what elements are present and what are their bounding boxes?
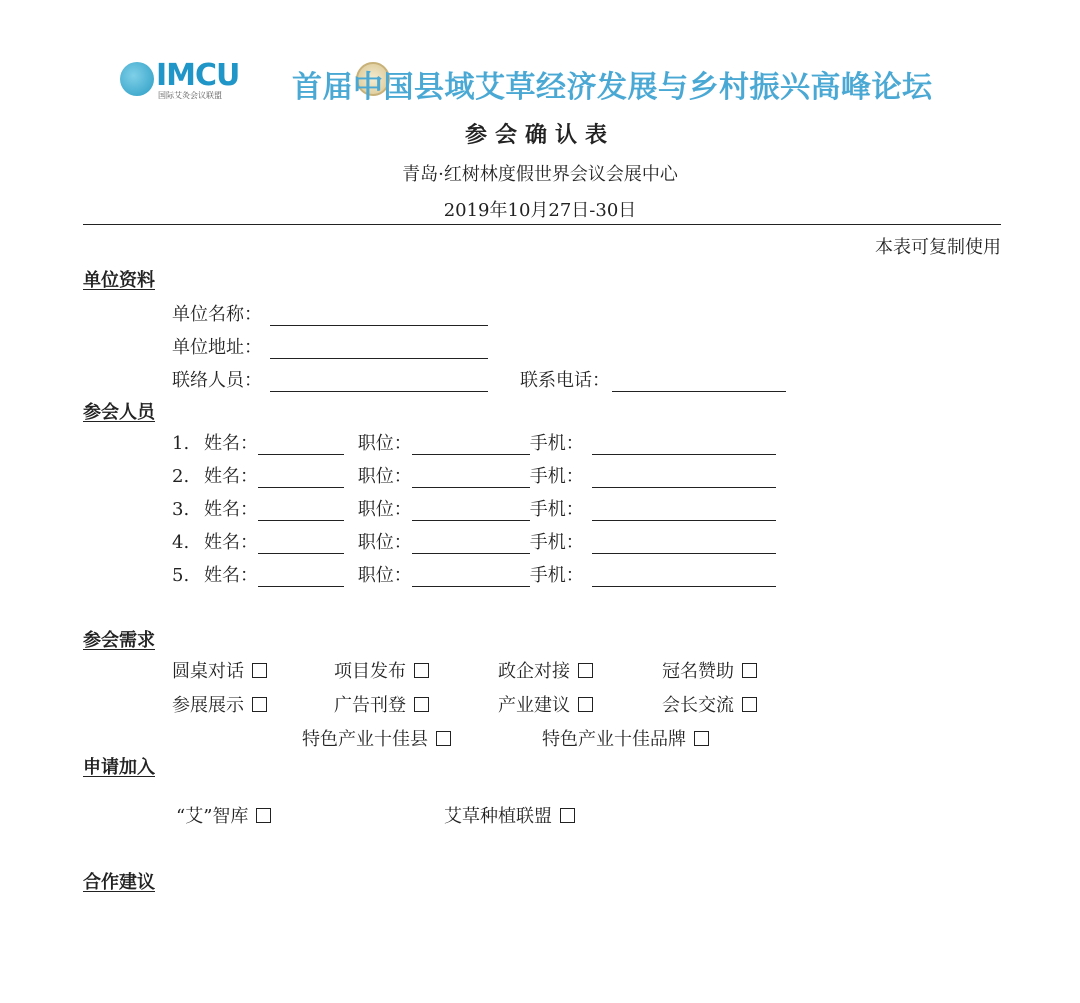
org-name-field[interactable]: [270, 307, 488, 326]
attendee-number: 5.: [172, 565, 190, 586]
attendee-position-field[interactable]: [412, 535, 530, 554]
banner-title: 首届中国县域艾草经济发展与乡村振兴高峰论坛: [292, 70, 933, 105]
page-title: 参会确认表: [464, 122, 615, 148]
attendee-row: [172, 495, 776, 521]
section-heading-join: 申请加入: [83, 757, 155, 778]
section-heading-needs: 参会需求: [83, 630, 155, 651]
attendee-position-label: 职位：: [357, 499, 412, 520]
option-title-sponsor[interactable]: [662, 657, 757, 683]
option-label: 圆桌对话: [172, 661, 244, 682]
attendee-name-label: 姓名：: [204, 532, 258, 553]
attendee-mobile-field[interactable]: [592, 568, 776, 587]
section-heading-cooperation: 合作建议: [83, 872, 155, 893]
checkbox[interactable]: [252, 697, 267, 712]
attendee-name-field[interactable]: [258, 436, 344, 455]
attendee-row: [172, 561, 776, 587]
checkbox[interactable]: [742, 663, 757, 678]
attendee-position-field[interactable]: [412, 436, 530, 455]
attendee-position-field[interactable]: [412, 502, 530, 521]
option-planting-alliance[interactable]: [444, 802, 575, 828]
checkbox[interactable]: [742, 697, 757, 712]
attendee-mobile-field[interactable]: [592, 535, 776, 554]
option-exhibition[interactable]: [172, 691, 267, 717]
attendee-position-label: 职位：: [357, 466, 412, 487]
attendee-mobile-label: 手机：: [529, 532, 584, 553]
option-label: 特色产业十佳品牌: [542, 729, 686, 750]
org-address-label: 单位地址：: [172, 337, 262, 358]
checkbox[interactable]: [414, 697, 429, 712]
option-label: 政企对接: [498, 661, 570, 682]
org-contact-row: [172, 366, 488, 392]
option-top-ten-county[interactable]: [302, 725, 451, 751]
logo-text: IMCU: [156, 58, 240, 93]
attendee-number: 2.: [172, 466, 190, 487]
option-label: 产业建议: [498, 695, 570, 716]
checkbox[interactable]: [578, 697, 593, 712]
attendee-mobile-label: 手机：: [529, 466, 584, 487]
checkbox[interactable]: [252, 663, 267, 678]
attendee-name-label: 姓名：: [204, 466, 258, 487]
attendee-position-label: 职位：: [357, 565, 412, 586]
attendee-name-field[interactable]: [258, 469, 344, 488]
attendee-name-field[interactable]: [258, 502, 344, 521]
option-gov-enterprise[interactable]: [498, 657, 593, 683]
option-president-exchange[interactable]: [662, 691, 757, 717]
attendee-position-field[interactable]: [412, 568, 530, 587]
org-address-row: [172, 333, 488, 359]
org-address-field[interactable]: [270, 340, 488, 359]
option-label: “艾”智库: [176, 806, 249, 827]
checkbox[interactable]: [560, 808, 575, 823]
contact-field[interactable]: [270, 373, 488, 392]
option-project-launch[interactable]: [334, 657, 429, 683]
attendee-mobile-field[interactable]: [592, 436, 776, 455]
option-label: 冠名赞助: [662, 661, 734, 682]
venue-text: 青岛·红树林度假世界会议会展中心: [402, 164, 678, 185]
attendee-name-label: 姓名：: [204, 499, 258, 520]
option-round-table[interactable]: [172, 657, 267, 683]
attendee-position-label: 职位：: [357, 433, 412, 454]
attendee-row: [172, 528, 776, 554]
checkbox[interactable]: [414, 663, 429, 678]
date-text: 2019年10月27日-30日: [443, 200, 637, 221]
attendee-number: 3.: [172, 499, 190, 520]
org-name-row: [172, 300, 488, 326]
option-label: 特色产业十佳县: [302, 729, 428, 750]
option-label: 项目发布: [334, 661, 406, 682]
header-divider: [83, 224, 1001, 225]
attendee-mobile-label: 手机：: [529, 499, 584, 520]
attendee-row: [172, 429, 776, 455]
attendee-number: 1.: [172, 433, 190, 454]
attendee-mobile-label: 手机：: [529, 565, 584, 586]
section-heading-attendees: 参会人员: [83, 402, 155, 423]
option-industry-advice[interactable]: [498, 691, 593, 717]
option-label: 会长交流: [662, 695, 734, 716]
contact-label: 联络人员：: [172, 370, 262, 391]
copy-note: 本表可复制使用: [875, 237, 1001, 258]
logo: [120, 58, 280, 104]
option-label: 广告刊登: [334, 695, 406, 716]
attendee-name-field[interactable]: [258, 568, 344, 587]
attendee-name-field[interactable]: [258, 535, 344, 554]
checkbox[interactable]: [694, 731, 709, 746]
attendee-row: [172, 462, 776, 488]
attendee-position-label: 职位：: [357, 532, 412, 553]
option-label: 参展展示: [172, 695, 244, 716]
globe-logo-icon: [120, 62, 154, 96]
attendee-mobile-label: 手机：: [529, 433, 584, 454]
section-heading-org: 单位资料: [83, 270, 155, 291]
checkbox[interactable]: [436, 731, 451, 746]
option-ai-think-tank[interactable]: [176, 802, 271, 828]
option-top-ten-brand[interactable]: [542, 725, 709, 751]
attendee-name-label: 姓名：: [204, 565, 258, 586]
phone-label: 联系电话：: [520, 370, 610, 391]
attendee-mobile-field[interactable]: [592, 502, 776, 521]
attendee-position-field[interactable]: [412, 469, 530, 488]
option-advertising[interactable]: [334, 691, 429, 717]
option-label: 艾草种植联盟: [444, 806, 552, 827]
attendee-name-label: 姓名：: [204, 433, 258, 454]
phone-field[interactable]: [612, 373, 786, 392]
checkbox[interactable]: [256, 808, 271, 823]
attendee-number: 4.: [172, 532, 190, 553]
org-phone-row: [520, 366, 786, 392]
attendee-mobile-field[interactable]: [592, 469, 776, 488]
checkbox[interactable]: [578, 663, 593, 678]
logo-subtext: 国际艾灸会议联盟: [158, 91, 222, 100]
org-name-label: 单位名称：: [172, 304, 262, 325]
